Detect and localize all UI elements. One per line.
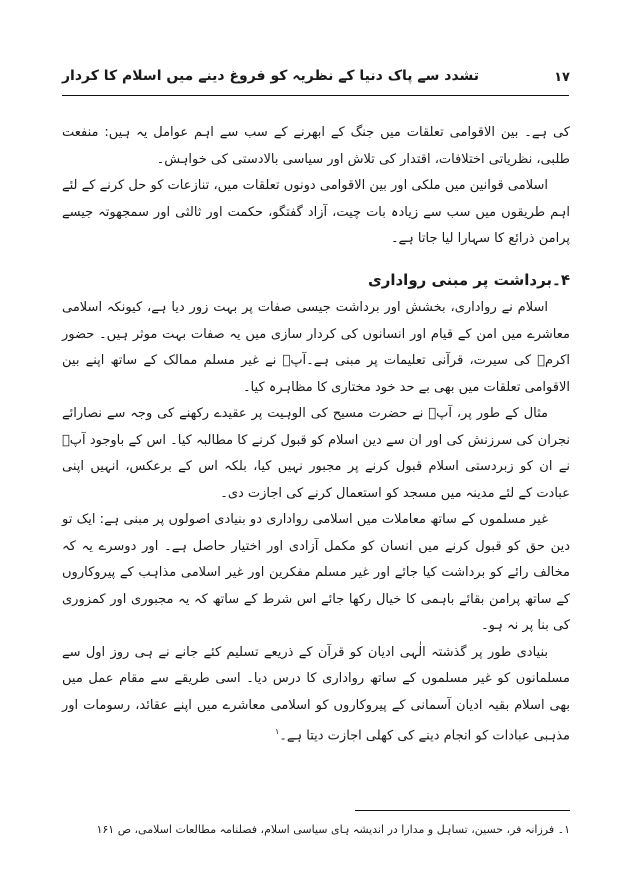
section-heading: ۴۔برداشت پر مبنی رواداری — [367, 270, 570, 289]
paragraph-with-footnote — [62, 640, 570, 750]
page-number: ۱۷ — [554, 70, 570, 85]
paragraph: اسلام نے رواداری، بخشش اور برداشت جیسی صفات پر بہت زور دیا ہے، کیونکہ اسلامی معاشرے میں امن کے قیام اور انسانوں کی کردار سازی میں یہ صفات بہت موثر ہیں۔ حضور اکرمؐ کی سیرت، قرآنی تعلیمات پر مبنی ہے۔آپؐ نے غیر مسلم ممالک کے ساتھ اپنے بین الاقوامی تعلقات میں بھی بے حد خود مختاری کا مظاہرہ کیا۔ — [62, 300, 570, 395]
footnote-divider — [355, 810, 570, 811]
page-body — [62, 120, 570, 750]
footnote-marker[interactable]: ۱ — [274, 727, 280, 736]
paragraph-text: بنیادی طور پر گذشتہ الٰہی ادیان کو قرآن کے ذریعے تسلیم کئے جانے نے ہی روز اول سے مسلمانوں کو غیر مسلموں کے ساتھ رواداری کا درس دیا۔ اسی طریقے سے مقام عمل میں بھی اسلام بقیہ ادیان آسمانی کے پیروکاروں کو اسلامی معاشرے میں اپنے عقائد، رسومات اور مذہبی عبادات کو انجام دینے کی کھلی اجازت دیتا ہے۔ — [62, 644, 570, 744]
page-header — [62, 68, 570, 92]
paragraph: غیر مسلموں کے ساتھ معاملات میں اسلامی رواداری دو بنیادی اصولوں پر مبنی ہے: ایک تو دین حق کو قبول کرنے میں انسان کو مکمل آزادی اور اختیار حاصل ہے۔ اور دوسرے یہ کہ مخالف رائے کو برداشت کیا جائے اور غیر مسلم مفکرین اور غیر اسلامی مذاہب کے پیروکاروں کے ساتھ پرامن بقائے باہمی کا خیال رکھا جائے اس شرط کے ساتھ کہ یہ مجبوری اور کمزوری کی بنا پر نہ ہو۔ — [62, 512, 570, 633]
footnote: ۱۔ فرزانہ فر، حسین، تساہل و مدارا در اندیشہ ہای سیاسی اسلام، فصلنامہ مطالعات اسلامی، ص ۱۶۱ — [96, 823, 570, 836]
paragraph: مثال کے طور پر، آپؐ نے حضرت مسیح کی الوہیت پر عقیدے رکھنے کی وجہ سے نصارائے نجران کی سرزنش کی اور ان سے دین اسلام کو قبول کرنے کا مطالبہ کیا۔ اس کے باوجود آپؐ نے ان کو زبردستی اسلام قبول کرنے پر مجبور نہیں کیا، بلکہ اس کے برعکس، انہیں اپنی عبادت کے لئے مدینہ میں مسجد کو استعمال کرنے کی اجازت دی۔ — [62, 406, 570, 501]
paragraph: اسلامی قوانین میں ملکی اور بین الاقوامی دونوں تعلقات میں، تنازعات کو حل کرنے کے لئے اہم طریقوں میں سب سے زیادہ بات چیت، آزاد گفتگو، حکمت اور ثالثی اور سمجھوتہ جیسے پرامن ذرائع کا سہارا لیا جاتا ہے۔ — [62, 178, 570, 246]
header-divider — [62, 95, 569, 96]
running-title: تشدد سے پاک دنیا کے نظریہ کو فروغ دینے میں اسلام کا کردار — [62, 68, 480, 84]
paragraph: کی ہے۔ بین الاقوامی تعلقات میں جنگ کے ابھرنے کے سب سے اہم عوامل یہ ہیں: منفعت طلبی، نظریاتی اختلافات، اقتدار کی تلاش اور سیاسی بالادستی کی خواہش۔ — [62, 125, 570, 167]
